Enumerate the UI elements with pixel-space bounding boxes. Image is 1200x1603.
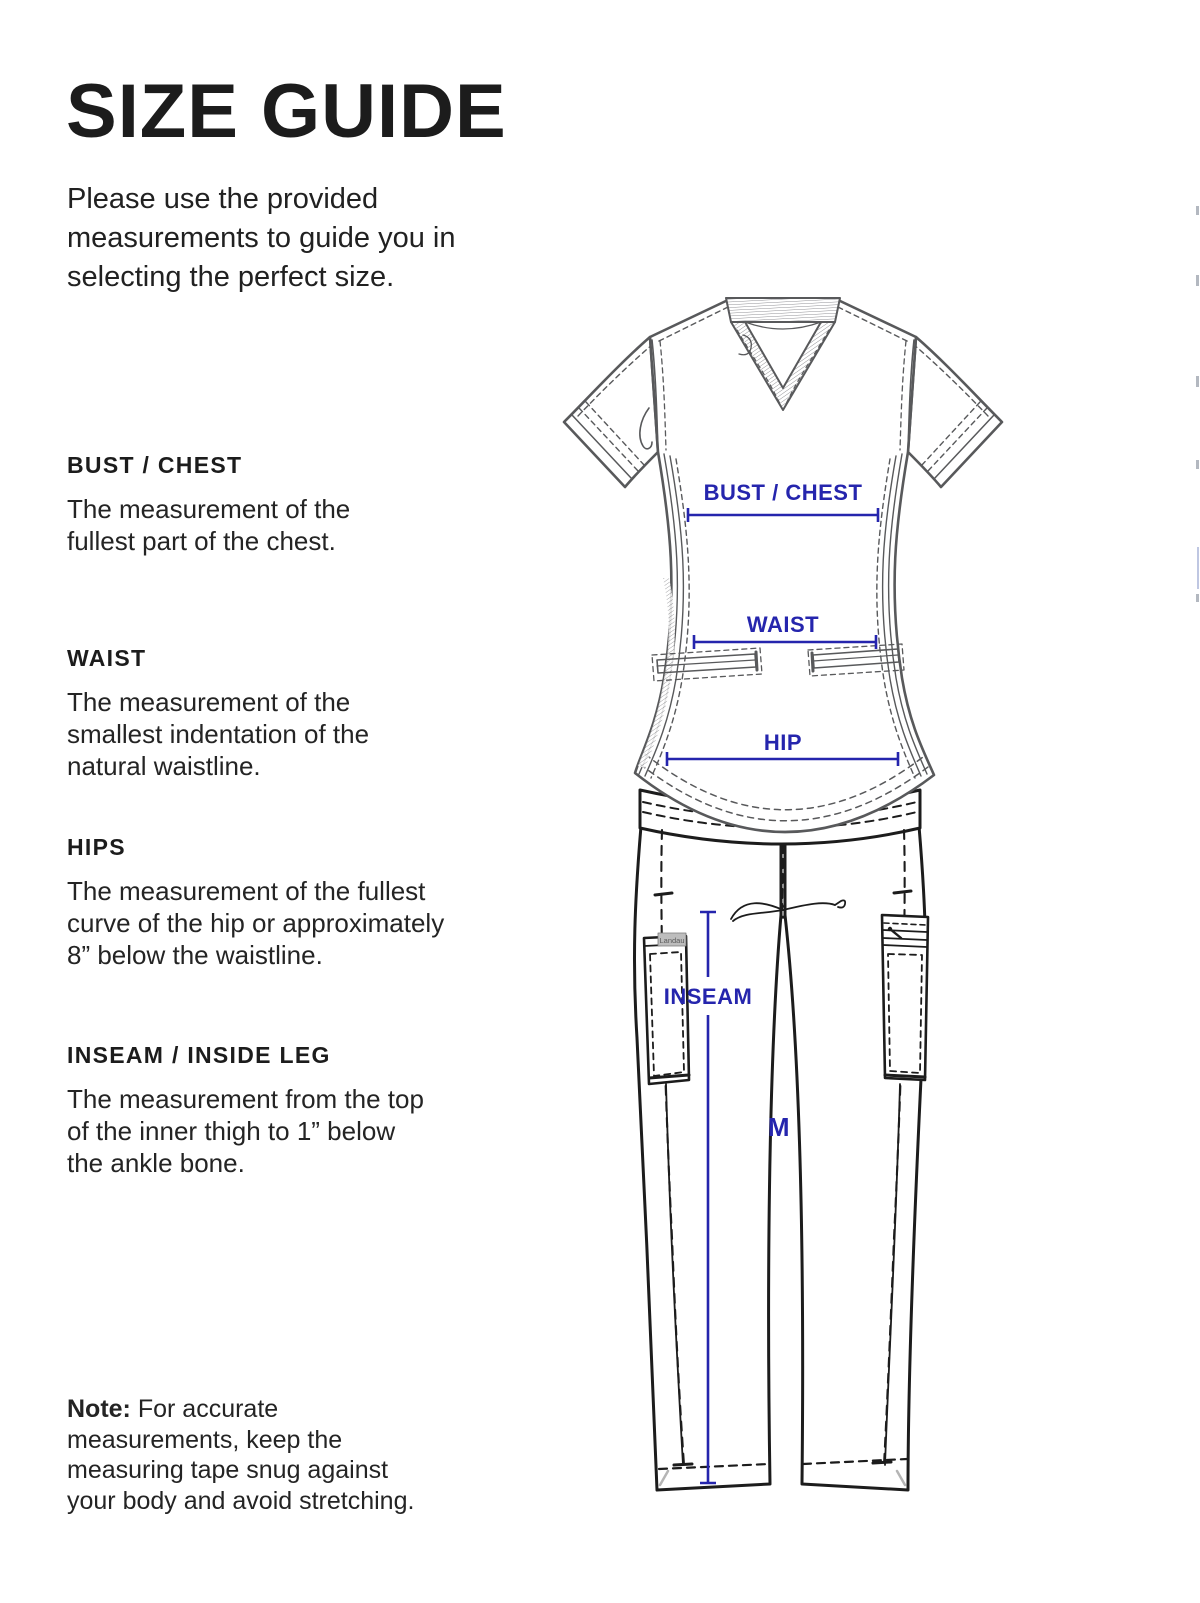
right-cargo-pocket	[882, 915, 928, 1080]
pocket-brand-tag: Landau	[659, 936, 685, 945]
right-sleeve	[908, 337, 1002, 487]
body-line: fullest part of the chest.	[67, 526, 336, 556]
edge-mark	[1197, 547, 1199, 589]
section-heading: BUST / CHEST	[67, 452, 243, 478]
body-line: 8” below the waistline.	[67, 940, 323, 970]
body-line: curve of the hip or approximately	[67, 908, 445, 938]
intro-line: measurements to guide you in	[67, 222, 456, 254]
section-body	[67, 493, 517, 557]
note-label: Note:	[67, 1395, 131, 1423]
section-hips	[67, 834, 517, 971]
note-line: measuring tape snug against	[67, 1456, 389, 1484]
inseam-label: INSEAM	[663, 984, 753, 1009]
section-heading: WAIST	[67, 645, 147, 671]
section-body	[67, 875, 517, 971]
edge-mark	[1196, 460, 1199, 469]
edge-mark	[1196, 206, 1199, 215]
bust-annotation	[688, 480, 878, 522]
section-body	[67, 686, 517, 782]
section-body	[67, 1083, 517, 1179]
note-line: your body and avoid stretching.	[67, 1486, 415, 1515]
section-waist	[67, 645, 517, 782]
section-heading: HIPS	[67, 834, 126, 860]
measurement-note	[67, 1394, 487, 1516]
note-text: For accurate	[137, 1395, 279, 1423]
edge-mark	[1196, 376, 1199, 387]
body-line: The measurement of the	[67, 687, 351, 717]
size-marker-label: M	[767, 1112, 791, 1142]
body-line: smallest indentation of the	[67, 719, 370, 749]
scrubs-size-diagram	[540, 278, 1200, 1603]
body-line: natural waistline.	[67, 751, 261, 781]
section-bust-chest	[67, 452, 517, 557]
waist-label: WAIST	[746, 612, 820, 637]
left-sleeve	[564, 337, 658, 487]
body-line: The measurement of the fullest	[67, 876, 426, 906]
body-line: The measurement of the	[67, 494, 351, 524]
edge-mark	[1196, 275, 1199, 286]
body-line: of the inner thigh to 1” below	[67, 1116, 396, 1146]
hip-label: HIP	[763, 730, 803, 755]
note-line: measurements, keep the	[67, 1425, 343, 1454]
section-inseam	[67, 1042, 517, 1179]
body-line: the ankle bone.	[67, 1148, 245, 1178]
page-title: SIZE GUIDE	[66, 69, 507, 154]
intro-paragraph	[67, 180, 456, 297]
edge-mark	[1196, 594, 1199, 602]
section-heading: INSEAM / INSIDE LEG	[67, 1042, 331, 1068]
intro-line: selecting the perfect size.	[67, 261, 395, 293]
intro-line: Please use the provided	[67, 183, 379, 215]
note-line	[67, 1394, 487, 1425]
body-line: The measurement from the top	[67, 1084, 424, 1114]
bust-label: BUST / CHEST	[703, 480, 863, 505]
